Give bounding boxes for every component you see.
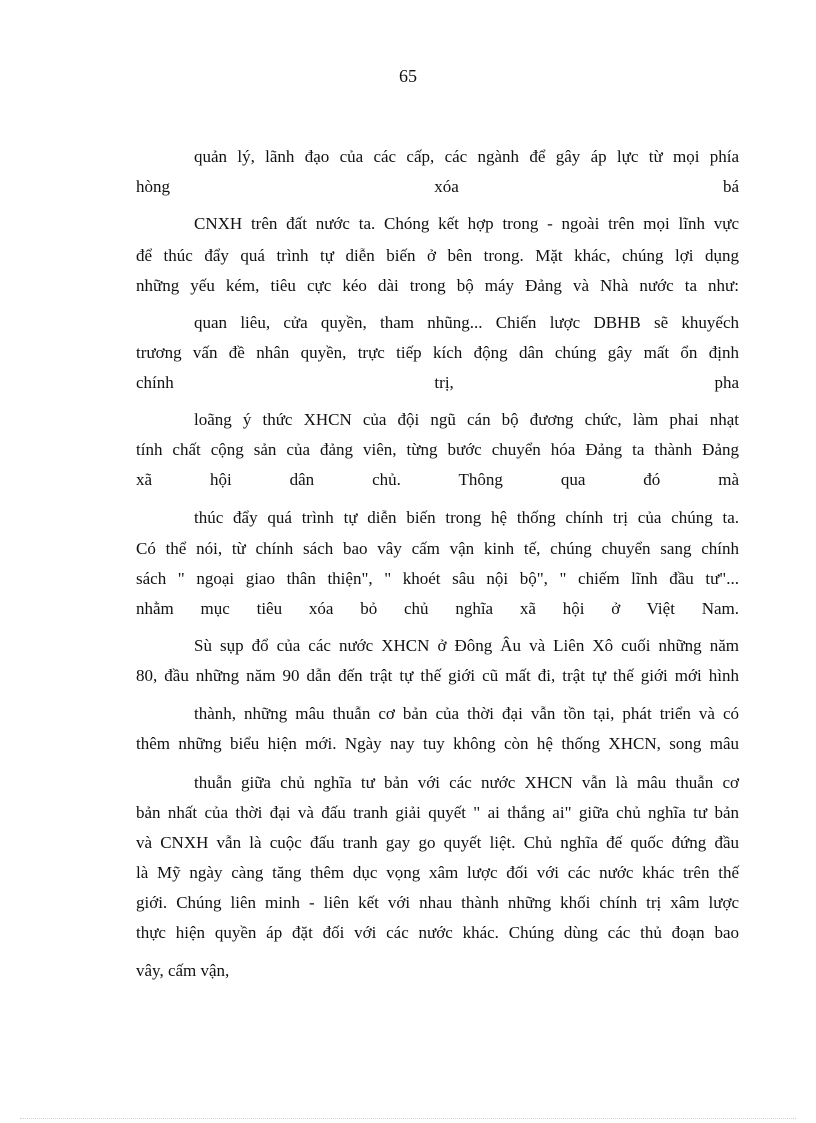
page-bottom-rule: [20, 1118, 796, 1119]
text-line: là Mỹ ngày càng tăng thêm dục vọng xâm lược đối với các nước khác trên thế: [136, 863, 739, 882]
text-line: để thúc đẩy quá trình tự diễn biến ở bên trong. Mặt khác, chúng lợi dụng: [136, 246, 739, 265]
text-line: Sù sụp đổ của các nước XHCN ở Đông Âu và Liên Xô cuối những năm: [194, 636, 739, 655]
text-line: sách " ngoại giao thân thiện", " khoét sâu nội bộ", " chiếm lĩnh đầu tư"...: [136, 569, 739, 588]
text-line: những yếu kém, tiêu cực kéo dài trong bộ máy Đảng và Nhà nước ta như:: [136, 276, 739, 295]
text-line: thực hiện quyền áp đặt đối với các nước khác. Chúng dùng các thủ đoạn bao: [136, 923, 739, 942]
page-number: 65: [399, 66, 417, 86]
text-line: tính chất cộng sản của đảng viên, từng bước chuyển hóa Đảng ta thành Đảng: [136, 440, 739, 459]
text-line: thuẫn giữa chủ nghĩa tư bản với các nước XHCN vẫn là mâu thuẫn cơ: [194, 773, 739, 792]
text-line: thành, những mâu thuẫn cơ bản của thời đại vẫn tồn tại, phát triển và có: [194, 704, 739, 723]
text-line: quan liêu, cửa quyền, tham nhũng... Chiến lược DBHB sẽ khuyếch: [194, 313, 739, 332]
text-line: quản lý, lãnh đạo của các cấp, các ngành để gây áp lực từ mọi phía: [194, 147, 739, 166]
text-line: thêm những biểu hiện mới. Ngày nay tuy không còn hệ thống XHCN, song mâu: [136, 734, 739, 753]
text-line: bản nhất của thời đại và đấu tranh giải quyết " ai thắng ai" giữa chủ nghĩa tư bản: [136, 803, 739, 822]
text-line: hòng xóa bá: [136, 177, 739, 196]
text-line: vây, cấm vận,: [136, 961, 230, 980]
text-line: nhằm mục tiêu xóa bỏ chủ nghĩa xã hội ở Việt Nam.: [136, 599, 739, 618]
text-line: 80, đầu những năm 90 dẫn đến trật tự thế giới cũ mất đi, trật tự thế giới mới hình: [136, 666, 739, 685]
text-line: trương vấn đề nhân quyền, trực tiếp kích động dân chúng gây mất ổn định: [136, 343, 739, 362]
text-line: Có thể nói, từ chính sách bao vây cấm vận kinh tế, chúng chuyển sang chính: [136, 539, 739, 558]
text-line: chính trị, pha: [136, 373, 739, 392]
text-line: thúc đẩy quá trình tự diễn biến trong hệ thống chính trị của chúng ta.: [194, 508, 739, 527]
text-line: và CNXH vẫn là cuộc đấu tranh gay go quyết liệt. Chủ nghĩa đế quốc đứng đầu: [136, 833, 739, 852]
text-line: CNXH trên đất nước ta. Chóng kết hợp trong - ngoài trên mọi lĩnh vực: [194, 214, 739, 233]
text-line: giới. Chúng liên minh - liên kết với nhau thành những khối chính trị xâm lược: [136, 893, 739, 912]
text-line: loãng ý thức XHCN của đội ngũ cán bộ đương chức, làm phai nhạt: [194, 410, 739, 429]
text-line: xã hội dân chủ. Thông qua đó mà: [136, 470, 739, 489]
